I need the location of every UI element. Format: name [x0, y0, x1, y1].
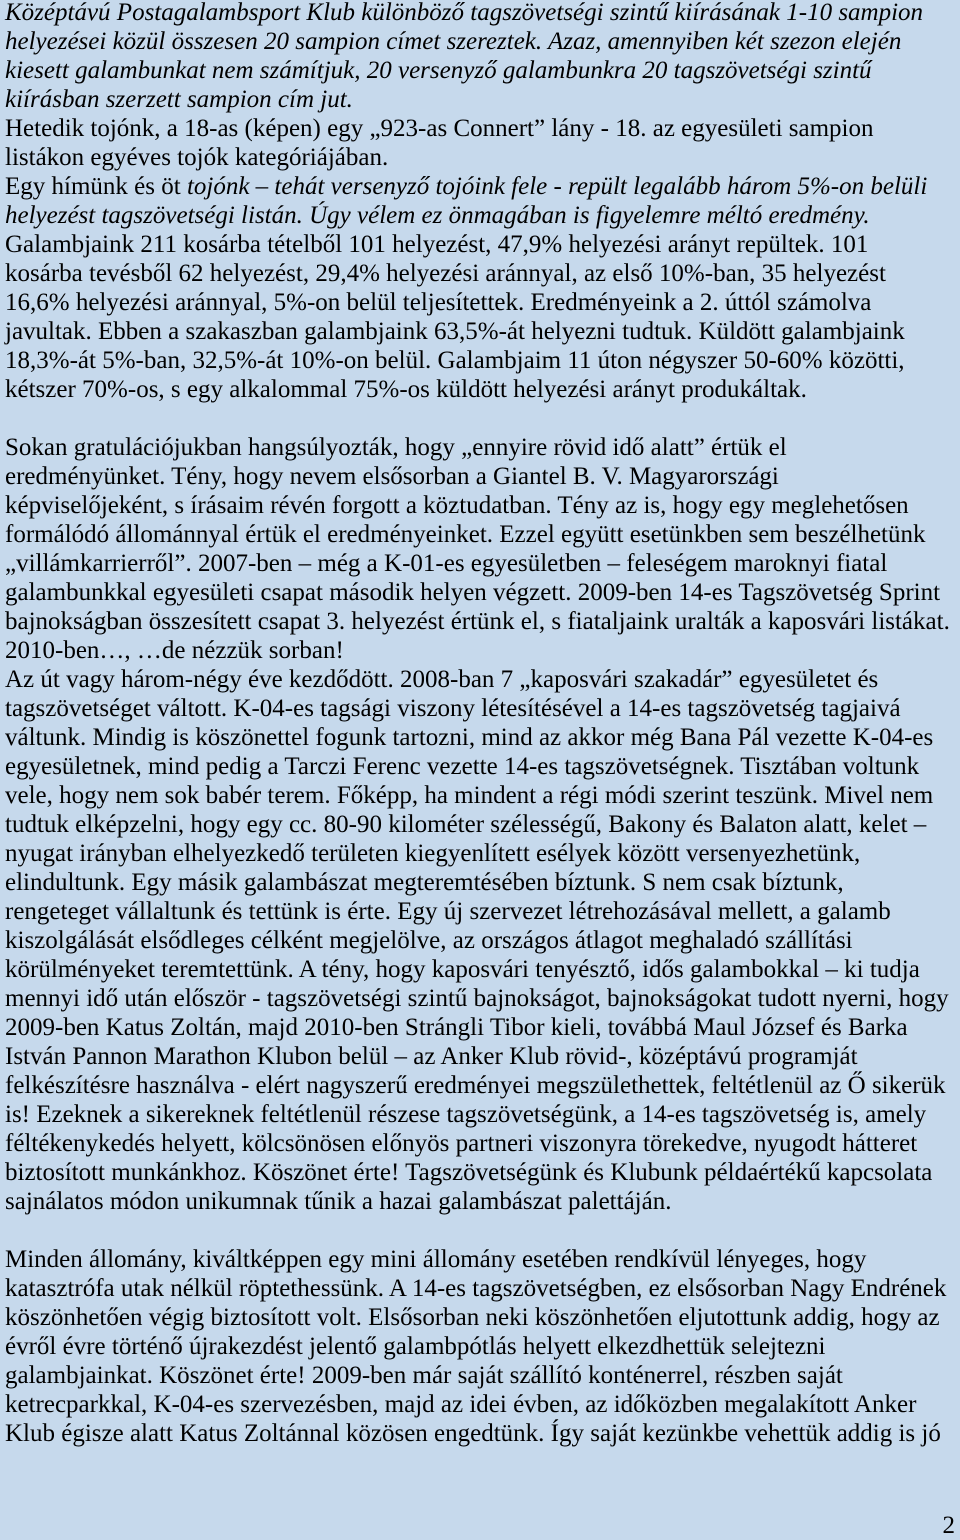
text-line	[5, 1129, 958, 1158]
text-line	[5, 1274, 958, 1303]
text-line	[5, 1042, 958, 1071]
text-line	[5, 1013, 958, 1042]
text-line	[5, 230, 958, 259]
text-line	[5, 1419, 958, 1448]
italic-text: kiírásban szerzett sampion cím jut.	[5, 86, 353, 113]
text-line	[5, 694, 958, 723]
text-line	[5, 1390, 958, 1419]
text-line	[5, 433, 958, 462]
text-line	[5, 462, 958, 491]
text-segment: 2010-ben…, …de nézzük sorban!	[5, 637, 344, 664]
text-segment: István Pannon Marathon Klubon belül – az Anker Klub rövid-, középtávú programját	[5, 1043, 858, 1070]
text-line	[5, 1071, 958, 1100]
italic-text: kiesett galambunkat nem számítjuk, 20 versenyző galambunkra 20 tagszövetségi szintű	[5, 57, 872, 84]
text-segment: Klub égisze alatt Katus Zoltánnal közösen engedtünk. Így saját kezünkbe vehettük addig is jó	[5, 1420, 941, 1447]
text-line	[5, 375, 958, 404]
text-line	[5, 520, 958, 549]
text-line	[5, 781, 958, 810]
italic-text: helyezést tagszövetségi listán. Úgy vélem ez önmagában is figyelemre méltó eredmény.	[5, 202, 870, 229]
text-segment: is! Ezeknek a sikereknek feltétlenül részese tagszövetségünk, a 14-es tagszövetség is, amely	[5, 1101, 927, 1128]
text-segment: kosárba tevésből 62 helyezést, 29,4% helyezési aránnyal, az első 10%-ban, 35 helyezést	[5, 260, 886, 287]
text-line	[5, 143, 958, 172]
text-segment: Galambjaink 211 kosárba tételből 101 helyezést, 47,9% helyezési arányt repültek. 101	[5, 231, 869, 258]
text-segment: nyugat irányban elhelyezkedő területen kiegyenlített esélyek között versenyezhetünk,	[5, 840, 861, 867]
text-segment: felkészítésre használva - elért nagyszerű eredményei megszülethettek, feltétlenül az Ő sikerük	[5, 1072, 946, 1099]
text-segment: kiszolgálását elsődleges célként megjelölve, az országos átlagot meghaladó szállítási	[5, 927, 853, 954]
text-segment: javultak. Ebben a szakaszban galambjaink 63,5%-át helyezni tudtuk. Küldött galambjaink	[5, 318, 905, 345]
text-line	[5, 85, 958, 114]
text-line	[5, 288, 958, 317]
text-segment: galambunkkal egyesületi csapat második helyen végzett. 2009-ben 14-es Tagszövetség Sprint	[5, 579, 941, 606]
text-line	[5, 172, 958, 201]
text-segment: galambjainkat. Köszönet érte! 2009-ben már saját szállító konténerrel, részben saját	[5, 1362, 843, 1389]
text-segment: eredményünket. Tény, hogy nevem elsősorban a Giantel B. V. Magyarországi	[5, 463, 779, 490]
text-line	[5, 0, 958, 27]
text-segment: mennyi idő után először - tagszövetségi szintű bajnokságot, bajnokságokat tudott nyerni, hogy	[5, 985, 949, 1012]
text-segment: bajnokságban összesített csapat 3. helyezést értünk el, s fiataljaink uralták a kaposvári listákat.	[5, 608, 950, 635]
text-line	[5, 201, 958, 230]
text-segment: váltunk. Mindig is köszönettel fogunk tartozni, mind az akkor még Bana Pál vezette K-04-es	[5, 724, 934, 751]
text-line	[5, 752, 958, 781]
text-line	[5, 259, 958, 288]
text-line	[5, 1100, 958, 1129]
text-segment: egyesületnek, mind pedig a Tarczi Ferenc vezette 14-es tagszövetségnek. Tisztában voltunk	[5, 753, 920, 780]
text-line	[5, 868, 958, 897]
text-line	[5, 665, 958, 694]
text-line	[5, 810, 958, 839]
text-segment: 2009-ben Katus Zoltán, majd 2010-ben Strángli Tibor kieli, továbbá Maul József és Barka	[5, 1014, 908, 1041]
text-segment: tagszövetséget váltott. K-04-es tagsági viszony létesítésével a 14-es tagszövetség tagjaivá	[5, 695, 901, 722]
text-line	[5, 1332, 958, 1361]
text-paragraph	[5, 0, 958, 404]
text-line	[5, 317, 958, 346]
text-segment: 16,6% helyezési aránnyal, 5%-on belül teljesítettek. Eredményeink a 2. úttól számolva	[5, 289, 872, 316]
text-segment: elindultunk. Egy másik galambászat megteremtésében bíztunk. S nem csak bíztunk,	[5, 869, 844, 896]
text-line	[5, 27, 958, 56]
text-line	[5, 955, 958, 984]
text-line	[5, 1245, 958, 1274]
text-segment: ketrecparkkal, K-04-es szervezésben, majd az idei évben, az időközben megalakított Anker	[5, 1391, 917, 1418]
text-segment: kétszer 70%-os, s egy alkalommal 75%-os küldött helyezési arányt produkáltak.	[5, 376, 807, 403]
text-line	[5, 1361, 958, 1390]
italic-text: Középtávú Postagalambsport Klub különböző tagszövetségi szintű kiírásának 1-10 sampion	[5, 0, 924, 26]
text-segment: listákon egyéves tojók kategóriájában.	[5, 144, 389, 171]
text-segment: katasztrófa utak nélkül röptethessünk. A 14-es tagszövetségben, ez elsősorban Nagy Endrének	[5, 1275, 947, 1302]
text-segment: Sokan gratulációjukban hangsúlyozták, hogy „ennyire rövid idő alatt” értük el	[5, 434, 787, 461]
text-line	[5, 723, 958, 752]
text-segment: évről évre történő újrakezdést jelentő galambpótlás helyett elkezdhettük selejtezni	[5, 1333, 826, 1360]
text-line	[5, 897, 958, 926]
text-segment: Egy hímünk és öt	[5, 173, 187, 200]
text-paragraph	[5, 433, 958, 1216]
text-paragraph	[5, 1245, 958, 1448]
text-segment: formálódó állománnyal értük el eredményeinket. Ezzel együtt esetünkben sem beszélhetünk	[5, 521, 926, 548]
italic-text: helyezései közül összesen 20 sampion címet szereztek. Azaz, amennyiben két szezon elején	[5, 28, 902, 55]
text-segment: „villámkarrierről”. 2007-ben – még a K-01-es egyesületben – feleségem maroknyi fiatal	[5, 550, 888, 577]
text-segment: rengeteget vállaltunk és tettünk is érte. Egy új szervezet létrehozásával mellett, a galamb	[5, 898, 891, 925]
text-line	[5, 607, 958, 636]
text-segment: sajnálatos módon unikumnak tűnik a hazai galambászat palettáján.	[5, 1188, 672, 1215]
text-segment: vele, hogy nem sok babér terem. Főképp, ha mindent a régi módi szerint teszünk. Mivel nem	[5, 782, 934, 809]
text-segment: képviselőjeként, s írásaim révén forgott a köztudatban. Tény az is, hogy egy meglehetősen	[5, 492, 909, 519]
text-segment: Az út vagy három-négy éve kezdődött. 2008-ban 7 „kaposvári szakadár” egyesületet és	[5, 666, 879, 693]
text-line	[5, 1158, 958, 1187]
text-line	[5, 491, 958, 520]
text-segment: Minden állomány, kiváltképpen egy mini állomány esetében rendkívül lényeges, hogy	[5, 1246, 867, 1273]
text-line	[5, 636, 958, 665]
text-line	[5, 1303, 958, 1332]
text-segment: biztosított munkánkhoz. Köszönet érte! Tagszövetségünk és Klubunk példaértékű kapcsolata	[5, 1159, 933, 1186]
text-segment: Hetedik tojónk, a 18-as (képen) egy „923-as Connert” lány - 18. az egyesületi sampion	[5, 115, 874, 142]
text-line	[5, 926, 958, 955]
document-body	[5, 0, 958, 1477]
text-segment: féltékenykedés helyett, kölcsönösen előnyös partneri viszonyra törekedve, nyugodt hátteret	[5, 1130, 918, 1157]
text-line	[5, 984, 958, 1013]
text-line	[5, 114, 958, 143]
text-segment: köszönhetően végig biztosított volt. Elsősorban neki köszönhetően eljutottunk addig, hogy az	[5, 1304, 940, 1331]
text-line	[5, 839, 958, 868]
italic-text: tojónk – tehát versenyző tojóink fele - repült legalább három 5%-on belüli	[186, 173, 928, 200]
text-segment: 18,3%-át 5%-ban, 32,5%-át 10%-on belül. Galambjaim 11 úton négyszer 50-60% közötti,	[5, 347, 905, 374]
text-segment: tudtuk elképzelni, hogy egy cc. 80-90 kilométer szélességű, Bakony és Balaton alatt, kelet –	[5, 811, 927, 838]
text-line	[5, 56, 958, 85]
text-line	[5, 346, 958, 375]
text-line	[5, 578, 958, 607]
text-line	[5, 1187, 958, 1216]
text-line	[5, 549, 958, 578]
text-segment: körülményeket teremtettünk. A tény, hogy kaposvári tenyésztő, idős galambokkal – ki tudja	[5, 956, 920, 983]
page-number: 2	[942, 1512, 955, 1539]
